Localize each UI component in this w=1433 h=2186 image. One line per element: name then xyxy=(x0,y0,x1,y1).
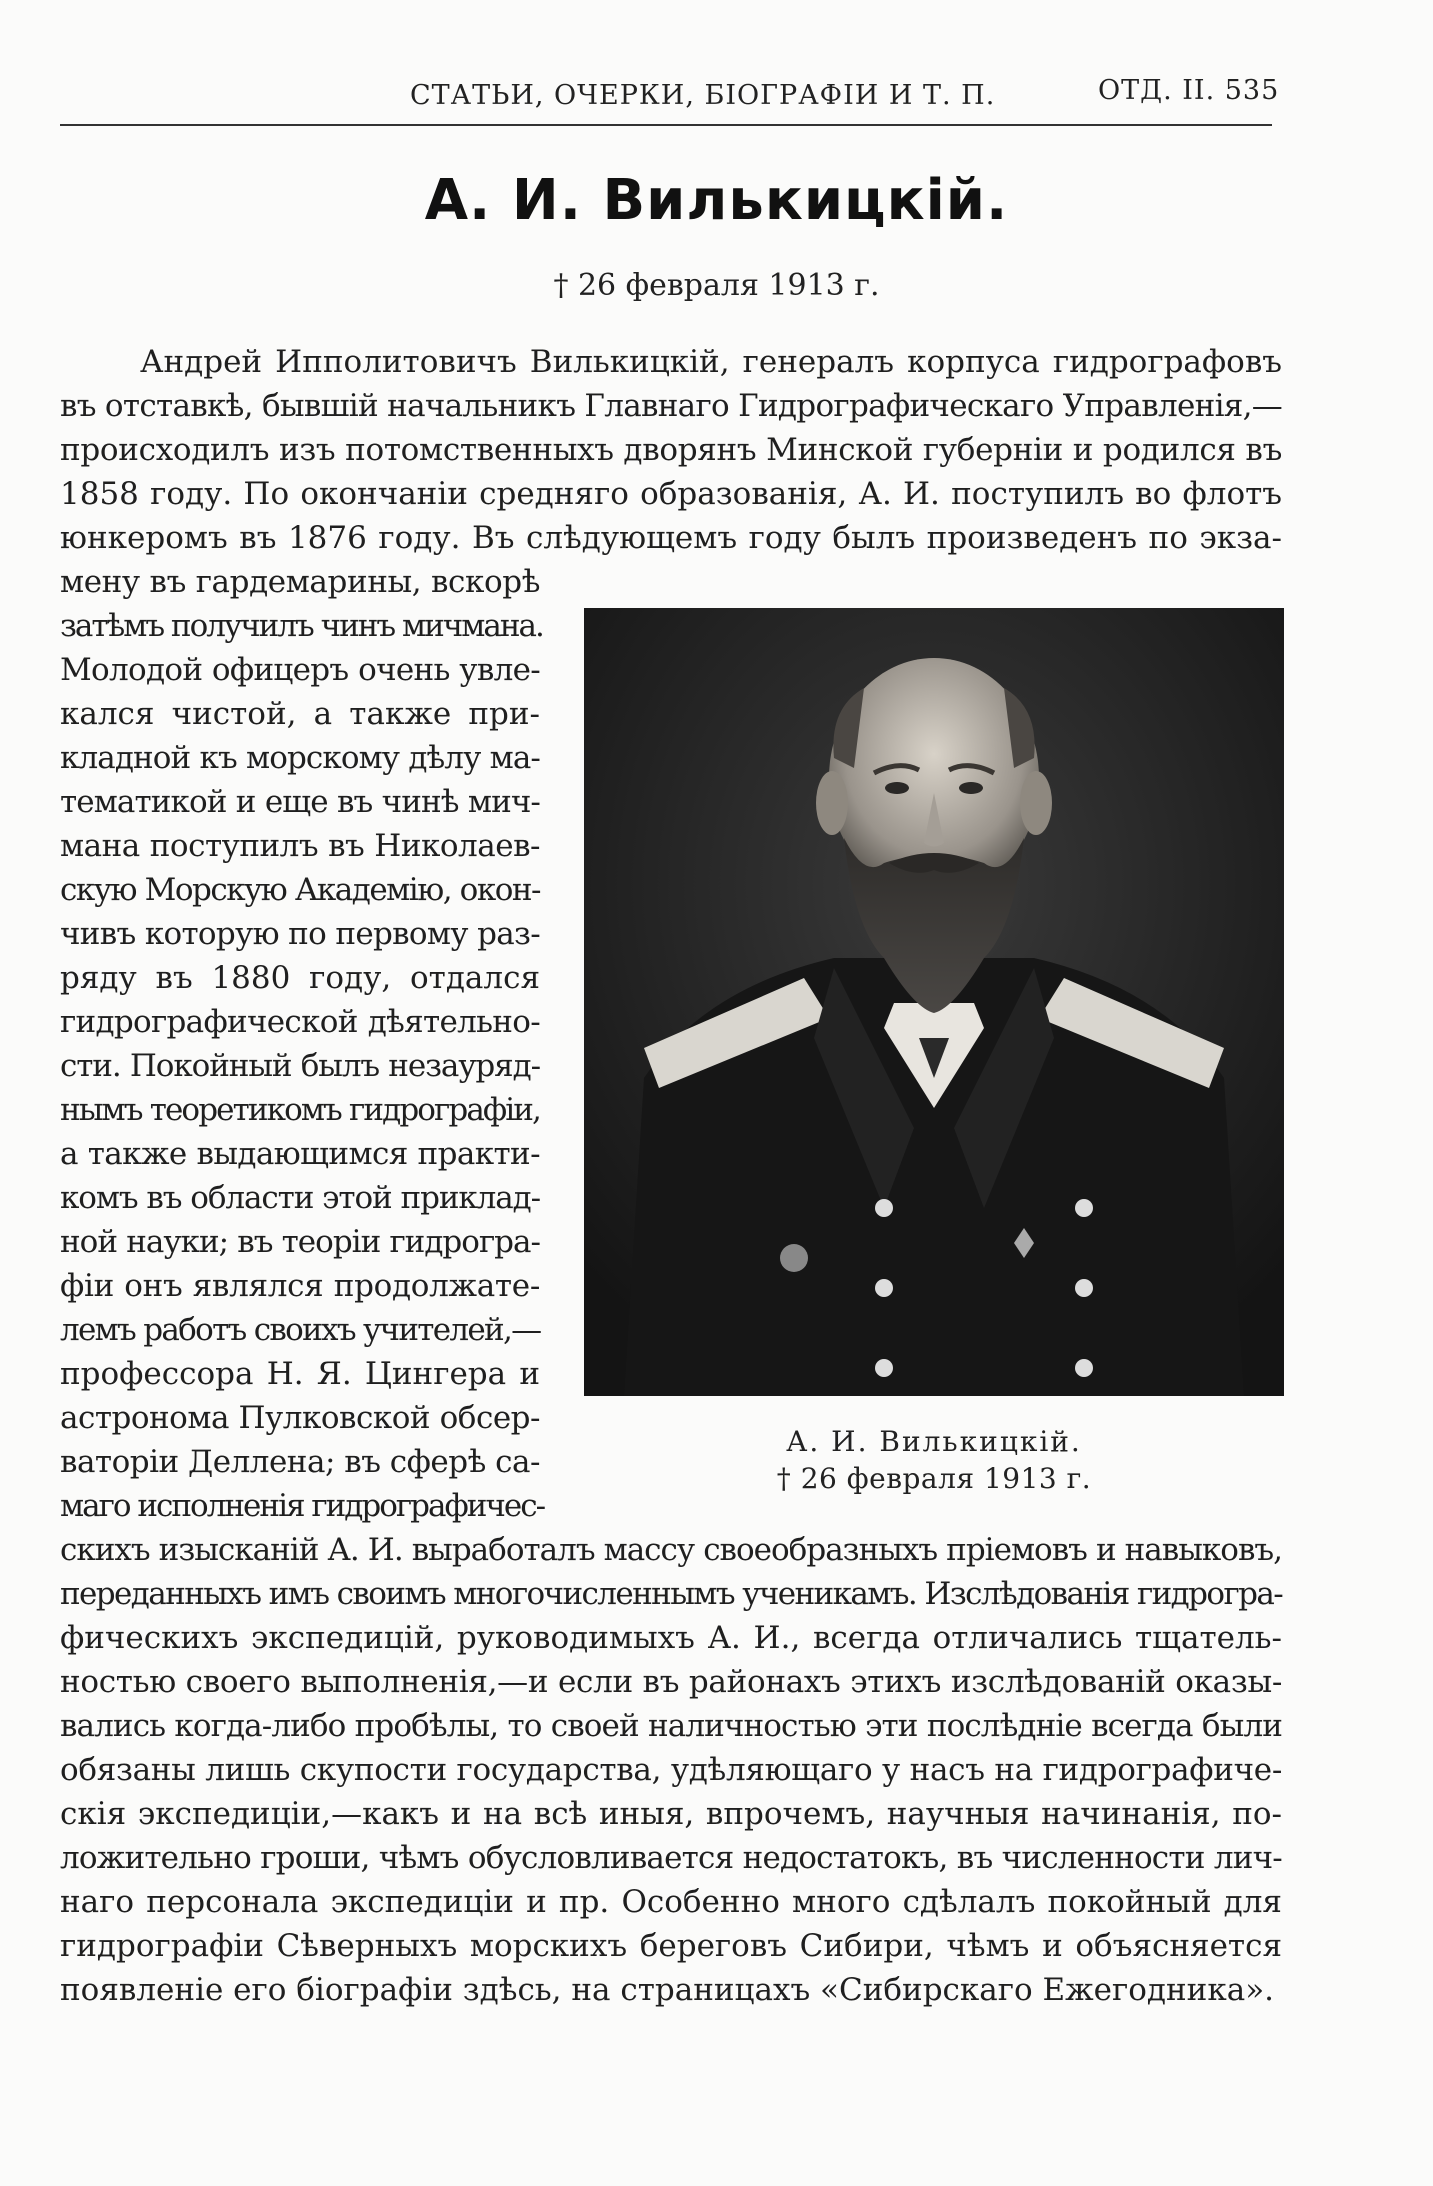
text-line: маго исполненія гидрографичес- xyxy=(60,1488,545,1524)
running-header: СТАТЬИ, ОЧЕРКИ, БІОГРАФІИ И Т. П. xyxy=(410,80,996,111)
text-line: скія экспедиціи,—какъ и на всѣ иныя, впрочемъ, научныя начинанія, по- xyxy=(60,1796,1282,1832)
text-line: кладной къ морскому дѣлу ма- xyxy=(60,740,540,776)
text-line: появленіе его біографіи здѣсь, на страницахъ «Сибирскаго Ежегодника». xyxy=(60,1972,1275,2008)
photo-caption-date: † 26 февраля 1913 г. xyxy=(776,1462,1092,1495)
portrait-photo xyxy=(584,608,1284,1396)
text-line: юнкеромъ въ 1876 году. Въ слѣдующемъ году былъ произведенъ по экза- xyxy=(60,520,1282,556)
text-line: гидрографіи Сѣверныхъ морскихъ береговъ Сибири, чѣмъ и объясняется xyxy=(60,1928,1282,1964)
text-line: нымъ теоретикомъ гидрографіи, xyxy=(60,1092,540,1128)
article-title: А. И. Вилькицкій. xyxy=(424,168,1009,233)
text-line: обязаны лишь скупости государства, удѣляющаго у насъ на гидрографиче- xyxy=(60,1752,1282,1788)
text-line: а также выдающимся практи- xyxy=(60,1136,540,1172)
text-line: ряду въ 1880 году, отдался xyxy=(60,960,540,996)
section-page-number: ОТД. II. 535 xyxy=(1098,75,1280,106)
text-line: профессора Н. Я. Цингера и xyxy=(60,1356,540,1392)
text-line: гидрографической дѣятельно- xyxy=(60,1004,540,1040)
text-line: Андрей Ипполитовичъ Вилькицкій, генералъ корпуса гидрографовъ xyxy=(140,344,1282,380)
text-line: вались когда-либо пробѣлы, то своей наличностью эти послѣдніе всегда были xyxy=(60,1708,1282,1744)
paragraph-left-column xyxy=(60,560,545,1528)
text-line: фическихъ экспедицій, руководимыхъ А. И., всегда отличались тщатель- xyxy=(60,1620,1282,1656)
paragraph-top xyxy=(60,340,1282,560)
header-rule xyxy=(60,124,1272,126)
text-line: переданныхъ имъ своимъ многочисленнымъ ученикамъ. Изслѣдованія гидрогра- xyxy=(60,1576,1283,1612)
text-line: 1858 году. По окончаніи средняго образованія, А. И. поступилъ во флотъ xyxy=(60,476,1282,512)
text-line: Молодой офицеръ очень увле- xyxy=(60,652,540,688)
paragraph-bottom xyxy=(60,1528,1282,2012)
death-date: † 26 февраля 1913 г. xyxy=(553,268,880,303)
text-line: комъ въ области этой приклад- xyxy=(60,1180,540,1216)
text-line: ваторіи Деллена; въ сферѣ са- xyxy=(60,1444,540,1480)
text-line: мана поступилъ въ Николаев- xyxy=(60,828,540,864)
text-line: скихъ изысканій А. И. выработалъ массу своеобразныхъ пріемовъ и навыковъ, xyxy=(60,1532,1282,1568)
photo-caption-name: А. И. Вилькицкій. xyxy=(786,1425,1082,1458)
text-line: фіи онъ являлся продолжате- xyxy=(60,1268,540,1304)
text-line: ной науки; въ теоріи гидрогра- xyxy=(60,1224,540,1260)
text-line: ностью своего выполненія,—и если въ районахъ этихъ изслѣдованій оказы- xyxy=(60,1664,1282,1700)
text-line: происходилъ изъ потомственныхъ дворянъ Минской губерніи и родился въ xyxy=(60,432,1282,468)
text-line: мену въ гардемарины, вскорѣ xyxy=(60,564,540,600)
text-line: скую Морскую Академію, окон- xyxy=(60,872,540,908)
text-line: наго персонала экспедиціи и пр. Особенно много сдѣлалъ покойный для xyxy=(60,1884,1282,1920)
text-line: тематикой и еще въ чинѣ мич- xyxy=(60,784,540,820)
text-line: лемъ работъ своихъ учителей,— xyxy=(60,1312,541,1348)
text-line: астронома Пулковской обсер- xyxy=(60,1400,540,1436)
text-line: сти. Покойный былъ незауряд- xyxy=(60,1048,540,1084)
text-line: кался чистой, а также при- xyxy=(60,696,540,732)
text-line: ложительно гроши, чѣмъ обусловливается недостатокъ, въ численности лич- xyxy=(60,1840,1282,1876)
text-line: чивъ которую по первому раз- xyxy=(60,916,540,952)
text-line: затѣмъ получилъ чинъ мичмана. xyxy=(60,608,543,644)
portrait-image xyxy=(584,608,1284,1396)
text-line: въ отставкѣ, бывшій начальникъ Главнаго Гидрографическаго Управленія,— xyxy=(60,388,1283,424)
